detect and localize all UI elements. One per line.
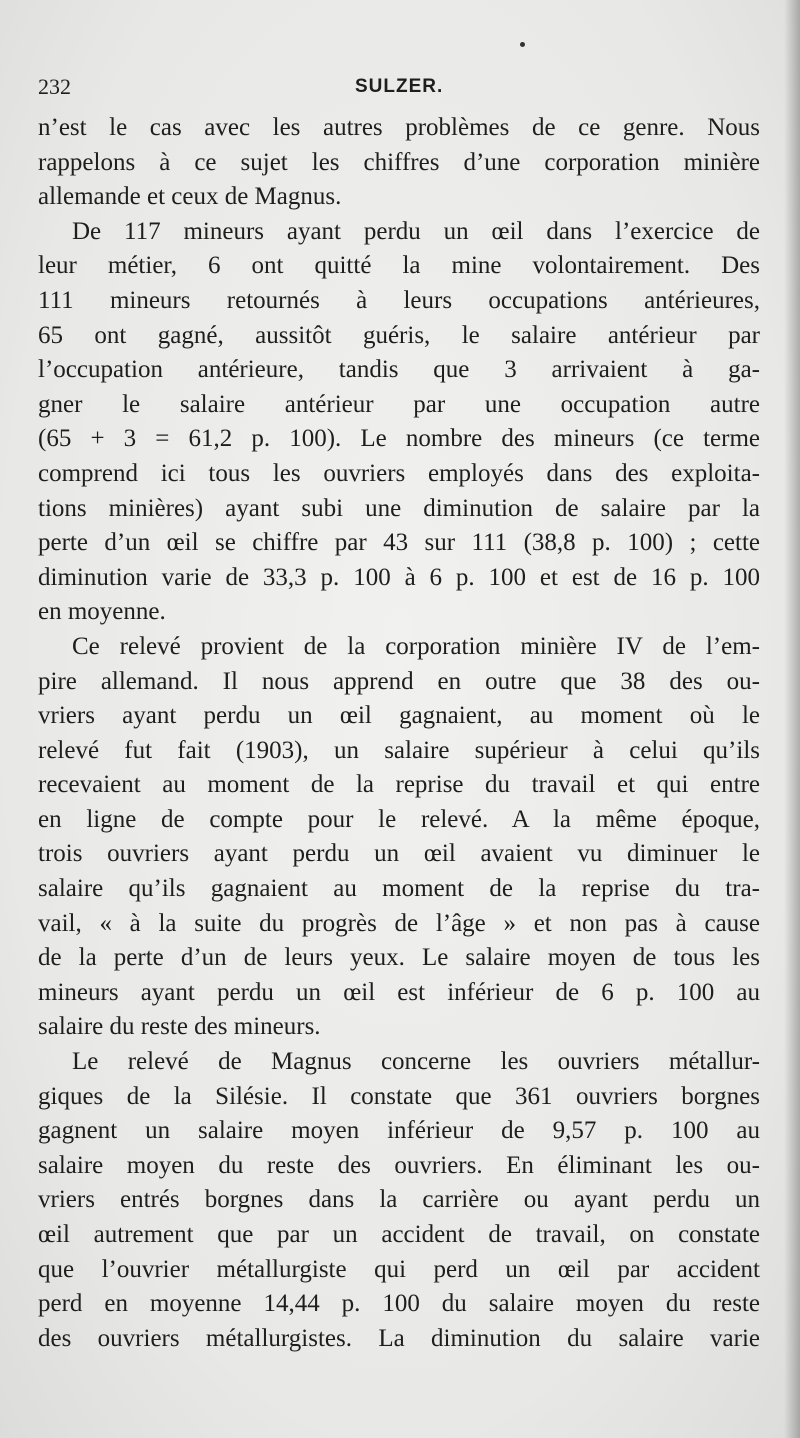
text-line: Le relevé de Magnus concerne les ouvriers métallur- (72, 1048, 760, 1076)
text-line: œil autrement que par un accident de travail, on constate (38, 1221, 760, 1248)
text-line: des ouvriers métallurgistes. La diminution du salaire varie (38, 1324, 760, 1352)
paragraph (38, 630, 760, 1045)
paragraph (38, 111, 760, 215)
text-line: relevé fut fait (1903), un salaire supérieur à celui qu’ils (38, 736, 760, 764)
ink-speck (520, 42, 525, 47)
text-line: vail, « à la suite du progrès de l’âge » et non pas à cause (38, 909, 760, 937)
text-line: rappelons à ce sujet les chiffres d’une corporation minière (38, 148, 760, 176)
text-line: l’occupation antérieure, tandis que 3 arrivaient à ga- (38, 356, 760, 384)
text-line: mineurs ayant perdu un œil est inférieur de 6 p. 100 au (38, 978, 760, 1006)
text-line: en ligne de compte pour le relevé. A la même époque, (38, 805, 760, 833)
page-header (38, 74, 758, 104)
text-line: Ce relevé provient de la corporation minière IV de l’em- (72, 632, 760, 660)
text-line: trois ouvriers ayant perdu un œil avaient vu diminuer le (38, 840, 760, 868)
text-line: 65 ont gagné, aussitôt guéris, le salaire antérieur par (38, 321, 760, 349)
page-spine-shadow (784, 0, 800, 1438)
text-line: allemande et ceux de Magnus. (38, 183, 342, 211)
text-line: vriers ayant perdu un œil gagnaient, au moment où le (38, 702, 760, 730)
text-line: de la perte d’un de leurs yeux. Le salaire moyen de tous les (38, 944, 760, 972)
running-head: SULZER. (355, 76, 444, 97)
text-line: salaire qu’ils gagnaient au moment de la reprise du tra- (38, 875, 760, 903)
text-line: perd en moyenne 14,44 p. 100 du salaire moyen du reste (38, 1290, 760, 1318)
text-line: salaire moyen du reste des ouvriers. En éliminant les ou- (38, 1151, 760, 1179)
text-line: pire allemand. Il nous apprend en outre que 38 des ou- (38, 667, 760, 695)
text-line: que l’ouvrier métallurgiste qui perd un œil par accident (38, 1255, 760, 1283)
text-line: n’est le cas avec les autres problèmes de ce genre. Nous (38, 114, 760, 141)
text-line: leur métier, 6 ont quitté la mine volontairement. Des (38, 252, 760, 280)
text-line: gner le salaire antérieur par une occupation autre (38, 390, 760, 418)
text-line: comprend ici tous les ouvriers employés dans des exploita- (38, 459, 760, 487)
page-number: 232 (38, 74, 71, 99)
text-line: gagnent un salaire moyen inférieur de 9,57 p. 100 au (38, 1117, 760, 1145)
text-line: en moyenne. (38, 598, 166, 626)
text-line: salaire du reste des mineurs. (38, 1013, 321, 1041)
text-line: diminution varie de 33,3 p. 100 à 6 p. 100 et est de 16 p. 100 (38, 563, 760, 591)
text-line: giques de la Silésie. Il constate que 361 ouvriers borgnes (38, 1082, 760, 1110)
body-text (38, 111, 760, 1356)
paragraph (38, 1045, 760, 1356)
text-line: perte d’un œil se chiffre par 43 sur 111 (38,8 p. 100) ; cette (38, 529, 760, 557)
text-line: De 117 mineurs ayant perdu un œil dans l’exercice de (72, 217, 760, 245)
paragraph (38, 215, 760, 630)
text-line: vriers entrés borgnes dans la carrière ou ayant perdu un (38, 1186, 760, 1214)
text-line: tions minières) ayant subi une diminution de salaire par la (38, 494, 760, 522)
text-line: 111 mineurs retournés à leurs occupations antérieures, (38, 286, 760, 314)
text-line: (65 + 3 = 61,2 p. 100). Le nombre des mineurs (ce terme (38, 425, 760, 453)
text-line: recevaient au moment de la reprise du travail et qui entre (38, 771, 760, 799)
